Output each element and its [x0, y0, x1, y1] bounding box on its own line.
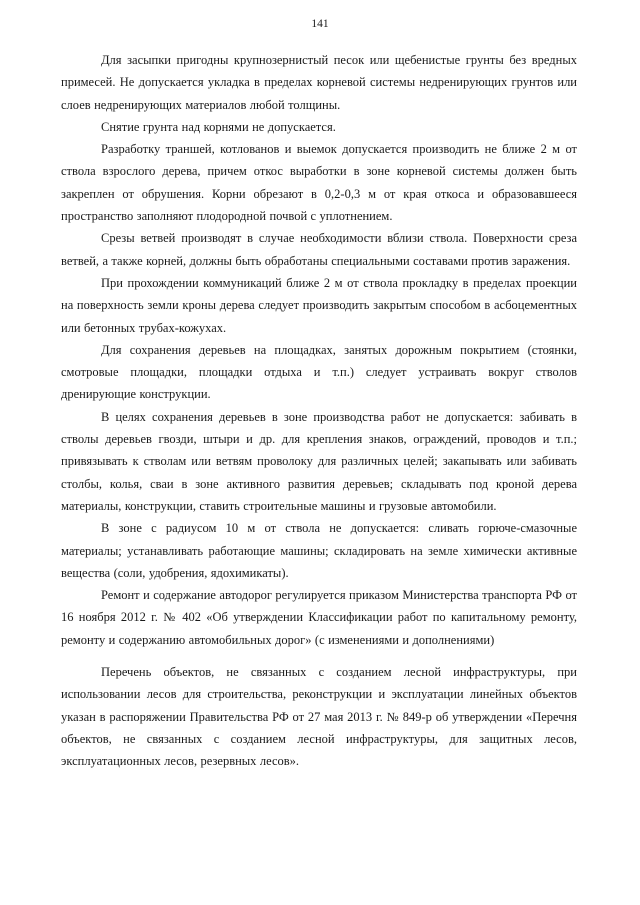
paragraph-object-list: Перечень объектов, не связанных с созданием лесной инфраструктуры, при использовании лесов для строительства, реконструкции и эксплуатации линейных объектов указан в распоряжении Правительства РФ от 27 мая 2013 г. № 849-р об утверждении «Перечня объектов, не связанных с созданием лесной инфраструктуры, для защитных лесов, эксплуатационных лесов, резервных лесов».	[61, 665, 577, 769]
paragraph-radius-zone: В зоне с радиусом 10 м от ствола не допускается: сливать горюче-смазочные материалы; устанавливать работающие машины; складировать на земле химически активные вещества (соли, удобрения, ядохимикаты).	[61, 521, 577, 580]
paragraph-backfill: Для засыпки пригодны крупнозернистый песок или щебенистые грунты без вредных примесей. Не допускается укладка в пределах корневой системы недренирующих грунтов или слоев недренирующих материалов любой толщины.	[61, 53, 577, 112]
page-number: 141	[311, 18, 329, 30]
paragraph-branch-cuts: Срезы ветвей производят в случае необходимости вблизи ствола. Поверхности среза ветвей, а также корней, должны быть обработаны специальными составами против заражения.	[61, 231, 577, 268]
paragraph-utilities: При прохождении коммуникаций ближе 2 м от ствола прокладку в пределах проекции на поверхность земли кроны дерева следует производить закрытым способом в асбоцементных или бетонных трубах-кожухах.	[61, 275, 577, 335]
paragraph-paved-areas: Для сохранения деревьев на площадках, занятых дорожным покрытием (стоянки, смотровые площадки, площадки отдыха и т.п.) следует устраивать вокруг стволов дренирующие конструкции.	[61, 342, 577, 402]
paragraph-work-zone: В целях сохранения деревьев в зоне производства работ не допускается: забивать в стволы деревьев гвозди, штыри и др. для крепления знаков, ограждений, проводов и т.п.; привязывать к стволам или ветвям проволоку для различных целей; закапывать или забивать столбы, колья, сваи в зоне активного развития деревьев; складывать под кроной дерева материалы, конструкции, ставить строительные машины и грузовые автомобили.	[61, 409, 577, 513]
paragraph-road-maintenance: Ремонт и содержание автодорог регулируется приказом Министерства транспорта РФ от 16 ноября 2012 г. № 402 «Об утверждении Классификации работ по капитальному ремонту, ремонту и содержанию автомобильных дорог» (с изменениями и дополнениями)	[61, 588, 577, 647]
paragraph-soil-removal: Снятие грунта над корнями не допускается.	[101, 119, 336, 134]
document-body	[61, 49, 577, 773]
paragraph-trenches: Разработку траншей, котлованов и выемок допускается производить не ближе 2 м от ствола взрослого дерева, причем откос выработки в зоне корневой системы должен быть закреплен от обрушения. Корни обрезают в 0,2-0,3 м от края откоса и образовавшееся пространство заполняют плодородной почвой с уплотнением.	[61, 142, 577, 224]
paragraph-gap	[61, 651, 577, 661]
